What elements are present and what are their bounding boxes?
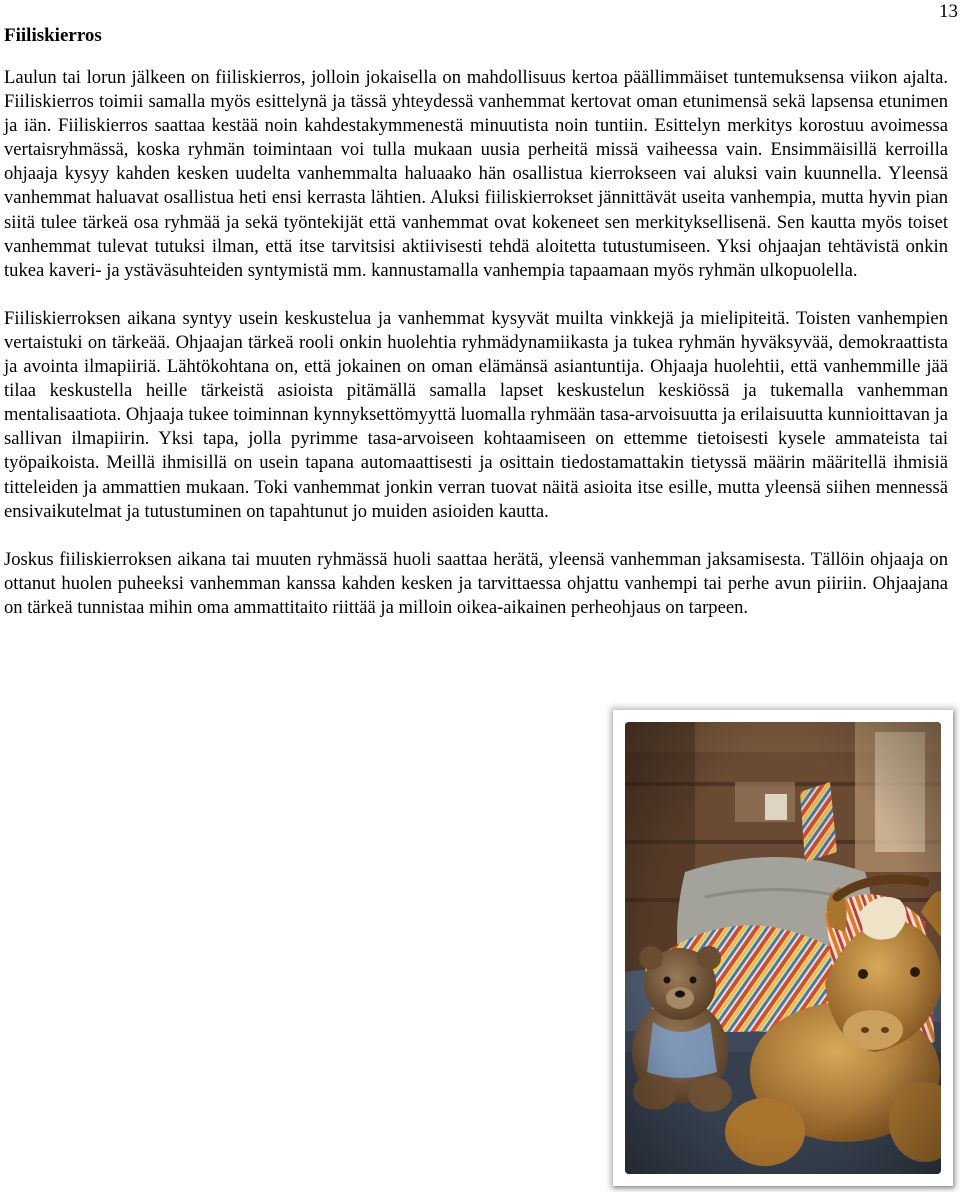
section-title: Fiiliskierros bbox=[4, 25, 102, 46]
photo-illustration bbox=[625, 722, 941, 1174]
photo-frame bbox=[613, 710, 953, 1186]
photo-stuffed-toys bbox=[625, 722, 941, 1174]
page-number: 13 bbox=[939, 1, 958, 22]
body-text bbox=[4, 66, 948, 644]
paragraph: Joskus fiiliskierroksen aikana tai muuten ryhmässä huoli saattaa herätä, yleensä vanhemman jaksamisesta. Tällöin ohjaaja on ottanut huolen puheeksi vanhemman kanssa kahden kesken ja tarvittaessa ohjattu vanhempi tai perhe avun piiriin. Ohjaajana on tärkeä tunnistaa mihin oma ammattitaito riittää ja milloin oikea-aikainen perheohjaus on tarpeen. bbox=[4, 548, 948, 618]
paragraph: Laulun tai lorun jälkeen on fiiliskierros, jolloin jokaisella on mahdollisuus kertoa päällimmäiset tuntemuksensa viikon ajalta. Fiiliskierros toimii samalla myös esittelynä ja tässä yhteydessä vanhemmat kertovat oman etunimensä sekä lapsensa etunimen ja iän. Fiiliskierros saattaa kestää noin kahdestakymmenestä minuutista noin tuntiin. Esittelyn merkitys korostuu avoimessa vertaisryhmässä, koska ryhmän toimintaan voi tulla mukaan uusia perheitä missä vaiheessa vain. Ensimmäisillä kerroilla ohjaaja kysyy kahden kesken uudelta vanhemmalta haluaako hän osallistua kierrokseen vai aluksi vain kuunnella. Yleensä vanhemmat haluavat osallistua heti ensi kerrasta lähtien. Aluksi fiiliskierrokset jännittävät useita vanhempia, mutta hyvin pian siitä tulee tärkeä osa ryhmää ja sekä työntekijät että vanhemmat ovat kokeneet sen merkityksellisenä. Sen kautta myös toiset vanhemmat tulevat tutuksi ilman, että itse tarvitsisi aktiivisesti tehdä aloitetta tutustumiseen. Yksi ohjaajan tehtävistä onkin tukea kaveri- ja ystäväsuhteiden syntymistä mm. kannustamalla vanhempia tapaamaan myös ryhmän ulkopuolella. bbox=[4, 67, 948, 281]
paragraph: Fiiliskierroksen aikana syntyy usein keskustelua ja vanhemmat kysyvät muilta vinkkejä ja mielipiteitä. Toisten vanhempien vertaistuki on tärkeää. Ohjaajan tärkeä rooli onkin huolehtia ryhmädynamiikasta ja tukea ryhmän hyväksyvää, demokraattista ja avointa ilmapiiriä. Lähtökohtana on, että jokainen on oman elämänsä asiantuntija. Ohjaaja huolehtii, että vanhemmille jää tilaa keskustella heille tärkeistä asioista pitämällä samalla lapset keskustelun keskiössä ja tukemalla vanhemman mentalisaatiota. Ohjaaja tukee toiminnan kynnyksettömyyttä luomalla ryhmään tasa-arvoisuutta ja erilaisuutta kunnioittavan ja sallivan ilmapiirin. Yksi tapa, jolla pyrimme tasa-arvoiseen kohtaamiseen on ettemme tietoisesti kysele ammateista tai työpaikoista. Meillä ihmisillä on usein tapana automaattisesti ja osittain tiedostamattakin tietyssä määrin määritellä ihmisiä titteleiden ja ammattien mukaan. Toki vanhemmat jonkin verran tuovat näitä asioita itse esille, mutta yleensä siihen mennessä ensivaikutelmat ja tutustuminen on tapahtunut jo muiden asioiden kautta. bbox=[4, 307, 948, 522]
